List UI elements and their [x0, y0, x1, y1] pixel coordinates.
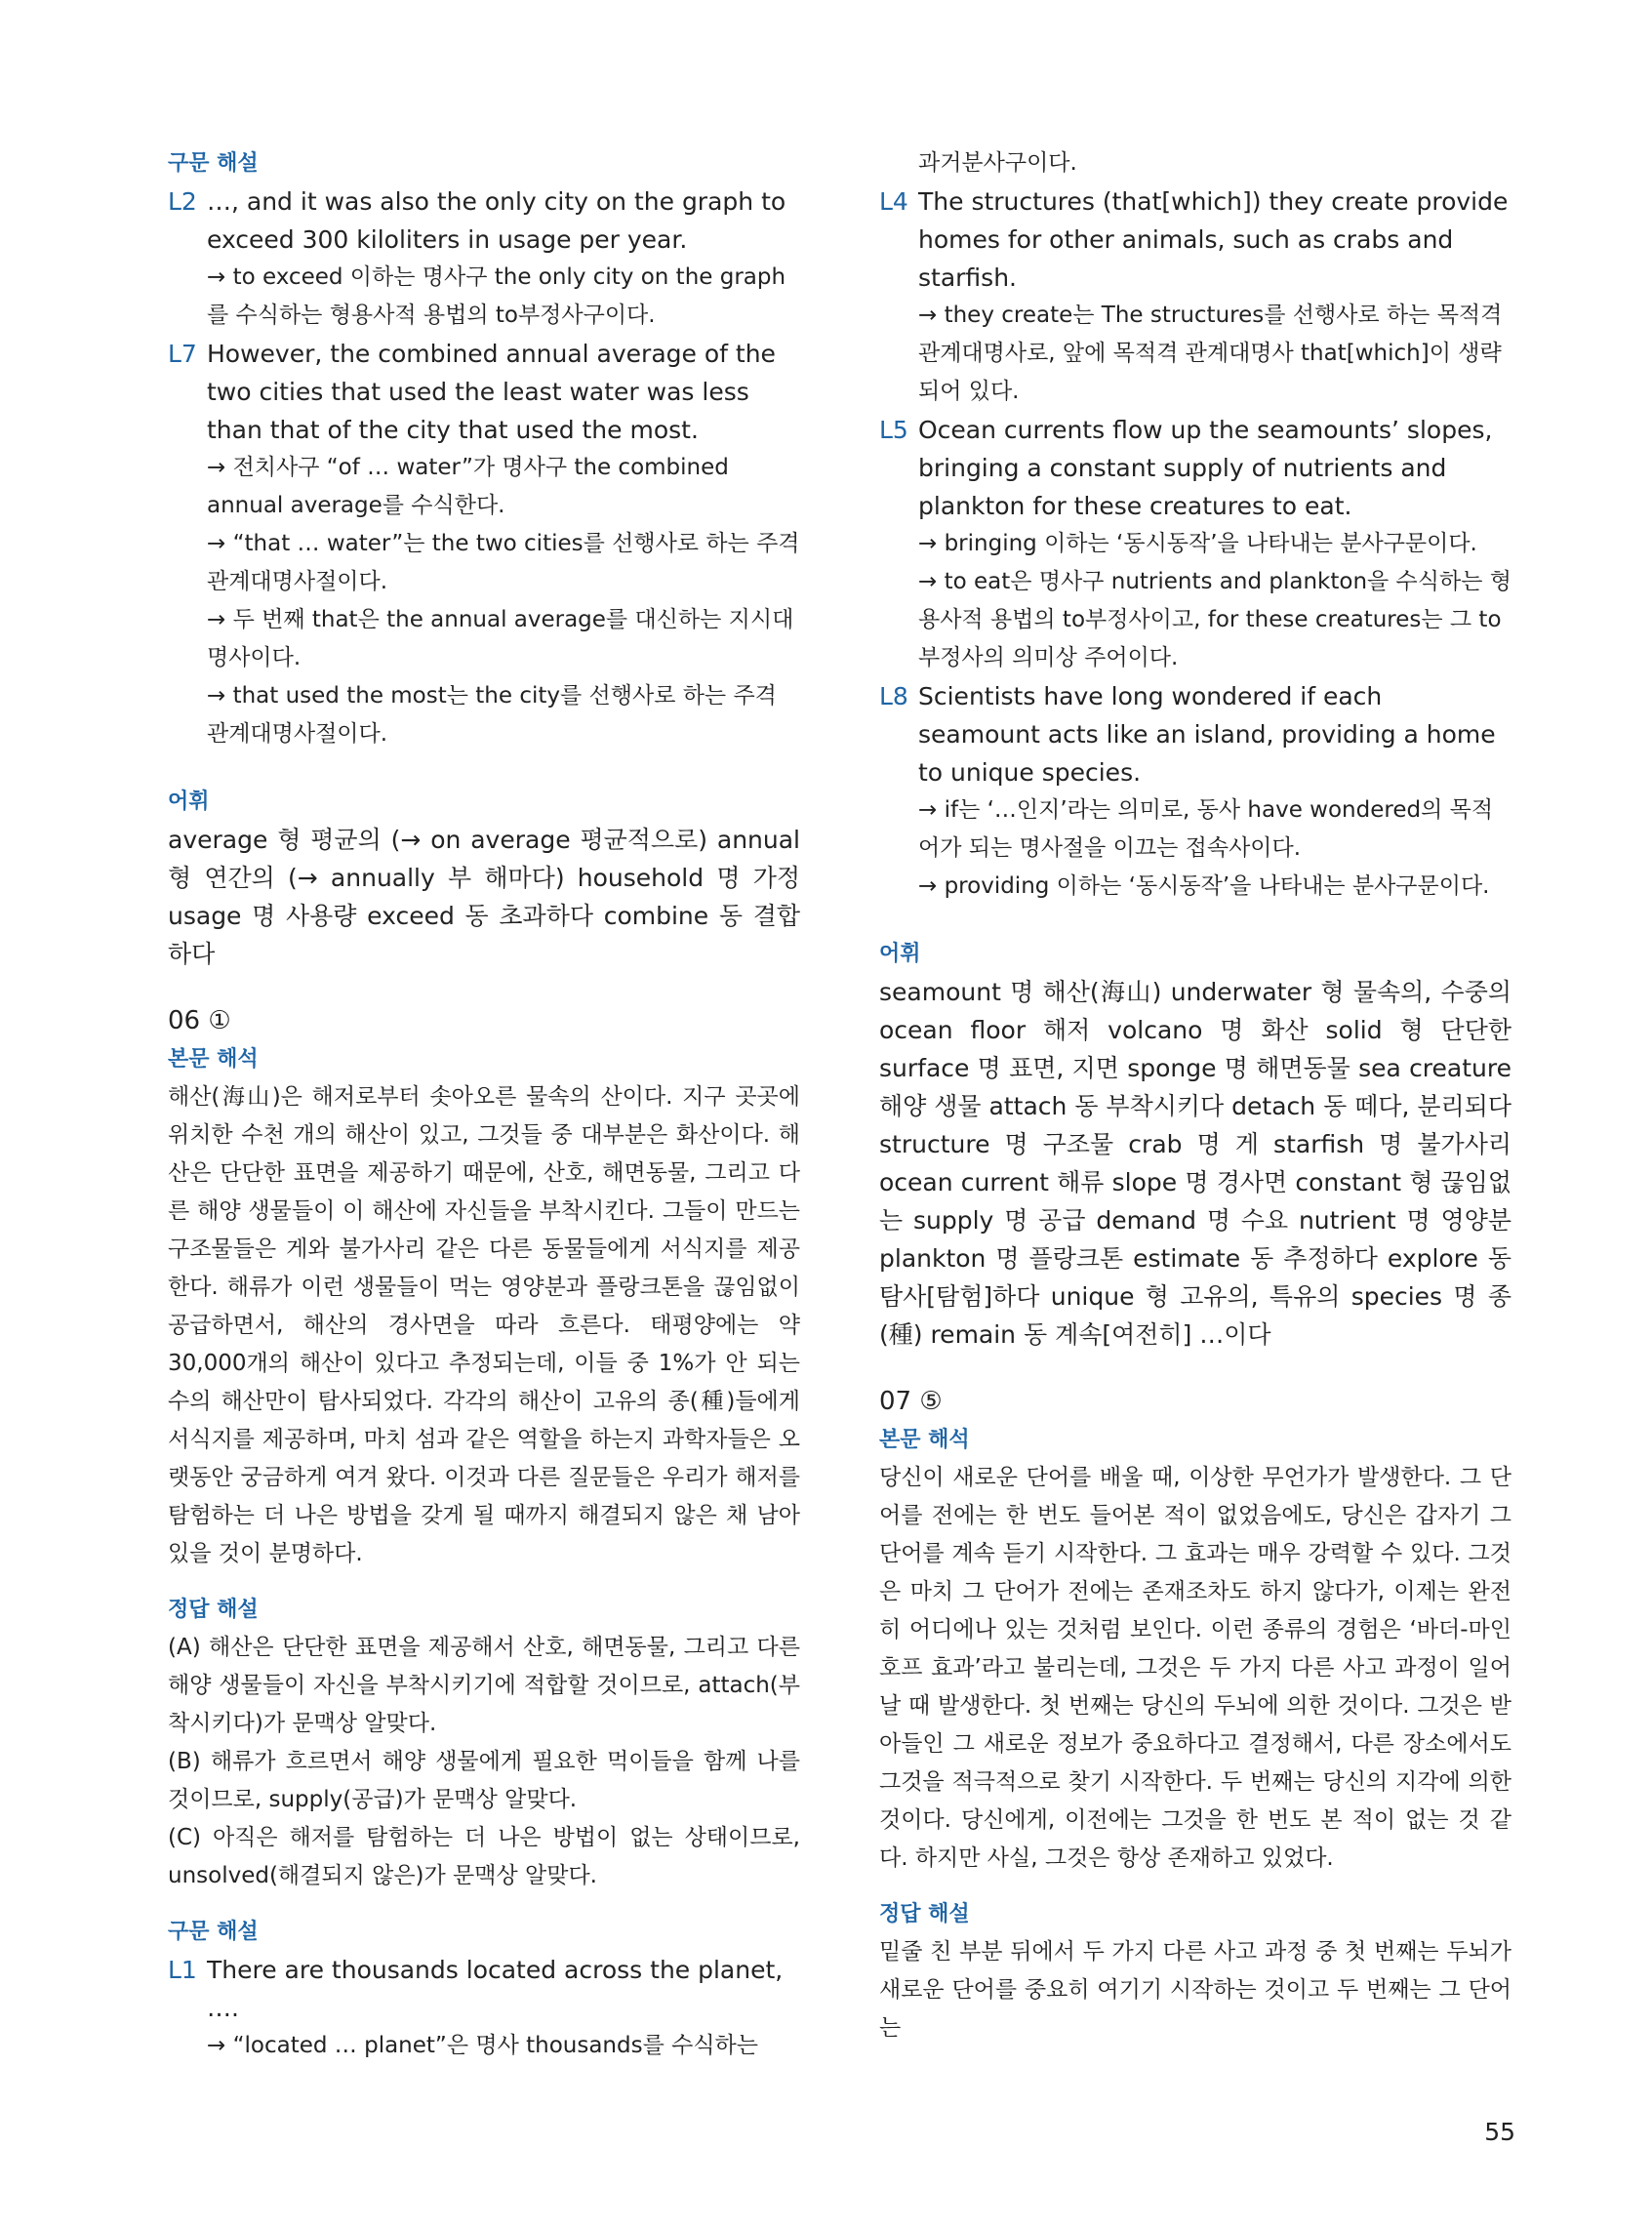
answer-text: (A) 해산은 단단한 표면을 제공해서 산호, 해면동물, 그리고 다른 해양 생물들이 자신을 부착시키기에 적합할 것이므로, attach(부착시키다)가 문맥상 알맞다. — [168, 1635, 800, 1736]
syntax-explanation: → 두 번째 that은 the annual average를 대신하는 지시대명사이다. — [207, 607, 794, 670]
syntax-explanation: → to exceed 이하는 명사구 the only city on the graph를 수식하는 형용사적 용법의 to부정사구이다. — [207, 264, 786, 328]
syntax-entry — [879, 411, 1511, 677]
syntax-heading: 구문 해설 — [168, 151, 259, 176]
answer-body — [168, 1629, 800, 1895]
syntax-sentence: However, the combined annual average of the two cities that used the least water was less than that of the city that used the most. — [207, 340, 776, 444]
translation-heading: 본문 해석 — [879, 1428, 970, 1452]
syntax-explanation: → bringing 이하는 ‘동시동작’을 나타내는 분사구문이다. — [918, 531, 1477, 556]
vocab-text: seamount 명 해산(海山) underwater 형 물속의, 수중의 ocean floor 해저 volcano 명 화산 solid 형 단단한 surface 명 표면, 지면 sponge 명 해면동물 sea creature 해양 생물 attach 동 부착시키다 detach 동 떼다, 분리되다 structure 명 구조물 crab 명 게 starfish 명 불가사리 ocean current 해류 slope 명 경사면 constant 형 끊임없는 supply 명 공급 demand 명 수요 nutrient 명 영양분 plankton 명 플랑크톤 estimate 동 추정하다 explore 동 탐사[탐험]하다 unique 형 고유의, 특유의 species 명 종(種) remain 동 계속[여전히] …이다 — [879, 978, 1511, 1349]
right-column — [879, 144, 1511, 2047]
vocab-list — [168, 821, 800, 973]
syntax-entry — [879, 182, 1511, 411]
line-label: L8 — [879, 682, 908, 710]
syntax-explanation: 과거분사구이다. — [918, 150, 1077, 176]
vocab-heading: 어휘 — [168, 790, 210, 814]
syntax-entry — [168, 182, 800, 335]
translation-heading: 본문 해석 — [168, 1047, 259, 1072]
question-number: 07 ⑤ — [879, 1387, 943, 1416]
answer-body — [879, 1933, 1511, 2047]
syntax-sentence: …, and it was also the only city on the graph to exceed 300 kiloliters in usage per year. — [207, 187, 786, 254]
syntax-sentence: Ocean currents flow up the seamounts’ slopes, bringing a constant supply of nutrients and plankton for these creatures to eat. — [918, 416, 1493, 520]
line-label: L5 — [879, 416, 908, 444]
line-label: L4 — [879, 187, 908, 216]
syntax-explanation: → if는 ‘…인지’라는 의미로, 동사 have wondered의 목적어가 되는 명사절을 이끄는 접속사이다. — [918, 797, 1494, 861]
vocab-heading: 어휘 — [879, 942, 921, 966]
translation-text: 당신이 새로운 단어를 배울 때, 이상한 무언가가 발생한다. 그 단어를 전에는 한 번도 들어본 적이 없었음에도, 당신은 갑자기 그 단어를 계속 듣기 시작한다. 그 효과는 매우 강력할 수 있다. 그것은 마치 그 단어가 전에는 존재조차도 하지 않다가, 이제는 완전히 어디에나 있는 것처럼 보인다. 이런 종류의 경험은 ‘바더-마인호프 효과’라고 불리는데, 그것은 두 가지 다른 사고 과정이 일어날 때 발생한다. 첫 번째는 당신의 두뇌에 의한 것이다. 그것은 받아들인 그 새로운 정보가 중요하다고 결정해서, 다른 장소에서도 그것을 적극적으로 찾기 시작한다. 두 번째는 당신의 지각에 의한 것이다. 당신에게, 이전에는 그것을 한 번도 본 적이 없는 것 같다. 하지만 사실, 그것은 항상 존재하고 있었다. — [879, 1465, 1511, 1871]
syntax-entry — [168, 1951, 800, 2065]
page-number: 55 — [1484, 2118, 1515, 2146]
syntax-sentence: Scientists have long wondered if each seamount acts like an island, providing a home to unique species. — [918, 682, 1496, 787]
syntax-explanation: → that used the most는 the city를 선행사로 하는 주격 관계대명사절이다. — [207, 683, 777, 747]
line-label: L7 — [168, 340, 197, 368]
syntax-explanation: → “located … planet”은 명사 thousands를 수식하는 — [207, 2033, 758, 2058]
syntax-sentence: The structures (that[which]) they create provide homes for other animals, such as crabs and starfish. — [918, 187, 1509, 292]
translation-text: 해산(海山)은 해저로부터 솟아오른 물속의 산이다. 지구 곳곳에 위치한 수천 개의 해산이 있고, 그것들 중 대부분은 화산이다. 해산은 단단한 표면을 제공하기 때문에, 산호, 해면동물, 그리고 다른 해양 생물들이 이 해산에 자신들을 부착시킨다. 그들이 만드는 구조물들은 게와 불가사리 같은 다른 동물들에게 서식지를 제공한다. 해류가 이런 생물들이 먹는 영양분과 플랑크톤을 끊임없이 공급하면서, 해산의 경사면을 따라 흐른다. 태평양에는 약 30,000개의 해산이 있다고 추정되는데, 이들 중 1%가 안 되는 수의 해산만이 탐사되었다. 각각의 해산이 고유의 종(種)들에게 서식지를 제공하며, 마치 섬과 같은 역할을 하는지 과학자들은 오랫동안 궁금하게 여겨 왔다. 이것과 다른 질문들은 우리가 해저를 탐험하는 더 나은 방법을 갖게 될 때까지 해결되지 않은 채 남아있을 것이 분명하다. — [168, 1084, 800, 1566]
vocab-list — [879, 973, 1511, 1354]
syntax-explanation: → 전치사구 “of … water”가 명사구 the combined annual average를 수식한다. — [207, 455, 729, 518]
syntax-continuation — [879, 144, 1511, 182]
answer-text: (C) 아직은 해저를 탐험하는 더 나은 방법이 없는 상태이므로, unsolved(해결되지 않은)가 문맥상 알맞다. — [168, 1825, 800, 1888]
syntax-explanation: → providing 이하는 ‘동시동작’을 나타내는 분사구문이다. — [918, 873, 1490, 899]
translation-body — [879, 1459, 1511, 1878]
answer-heading: 정답 해설 — [168, 1598, 259, 1622]
syntax-explanation: → “that … water”는 the two cities를 선행사로 하는 주격 관계대명사절이다. — [207, 531, 800, 594]
syntax-sentence: There are thousands located across the planet, …. — [207, 1956, 784, 2022]
answer-text: (B) 해류가 흐르면서 해양 생물에게 필요한 먹이들을 함께 나를 것이므로, supply(공급)가 문맥상 알맞다. — [168, 1749, 800, 1812]
translation-body — [168, 1078, 800, 1573]
syntax-entry — [168, 335, 800, 753]
answer-heading: 정답 해설 — [879, 1902, 970, 1926]
line-label: L2 — [168, 187, 197, 216]
syntax-heading: 구문 해설 — [168, 1920, 259, 1944]
vocab-text: average 형 평균의 (→ on average 평균적으로) annual 형 연간의 (→ annually 부 해마다) household 명 가정 usage 명 사용량 exceed 동 초과하다 combine 동 결합하다 — [168, 826, 800, 968]
answer-text: 밑줄 친 부분 뒤에서 두 가지 다른 사고 과정 중 첫 번째는 두뇌가 새로운 단어를 중요히 여기기 시작하는 것이고 두 번째는 그 단어는 — [879, 1939, 1511, 2041]
left-column — [168, 144, 800, 2065]
syntax-explanation: → they create는 The structures를 선행사로 하는 목적격 관계대명사로, 앞에 목적격 관계대명사 that[which]이 생략되어 있다. — [918, 303, 1503, 404]
question-number: 06 ① — [168, 1006, 231, 1035]
syntax-entry — [879, 677, 1511, 906]
line-label: L1 — [168, 1956, 197, 1984]
syntax-explanation: → to eat은 명사구 nutrients and plankton을 수식하는 형용사적 용법의 to부정사이고, for these creatures는 그 to부정사의 의미상 주어이다. — [918, 569, 1511, 670]
